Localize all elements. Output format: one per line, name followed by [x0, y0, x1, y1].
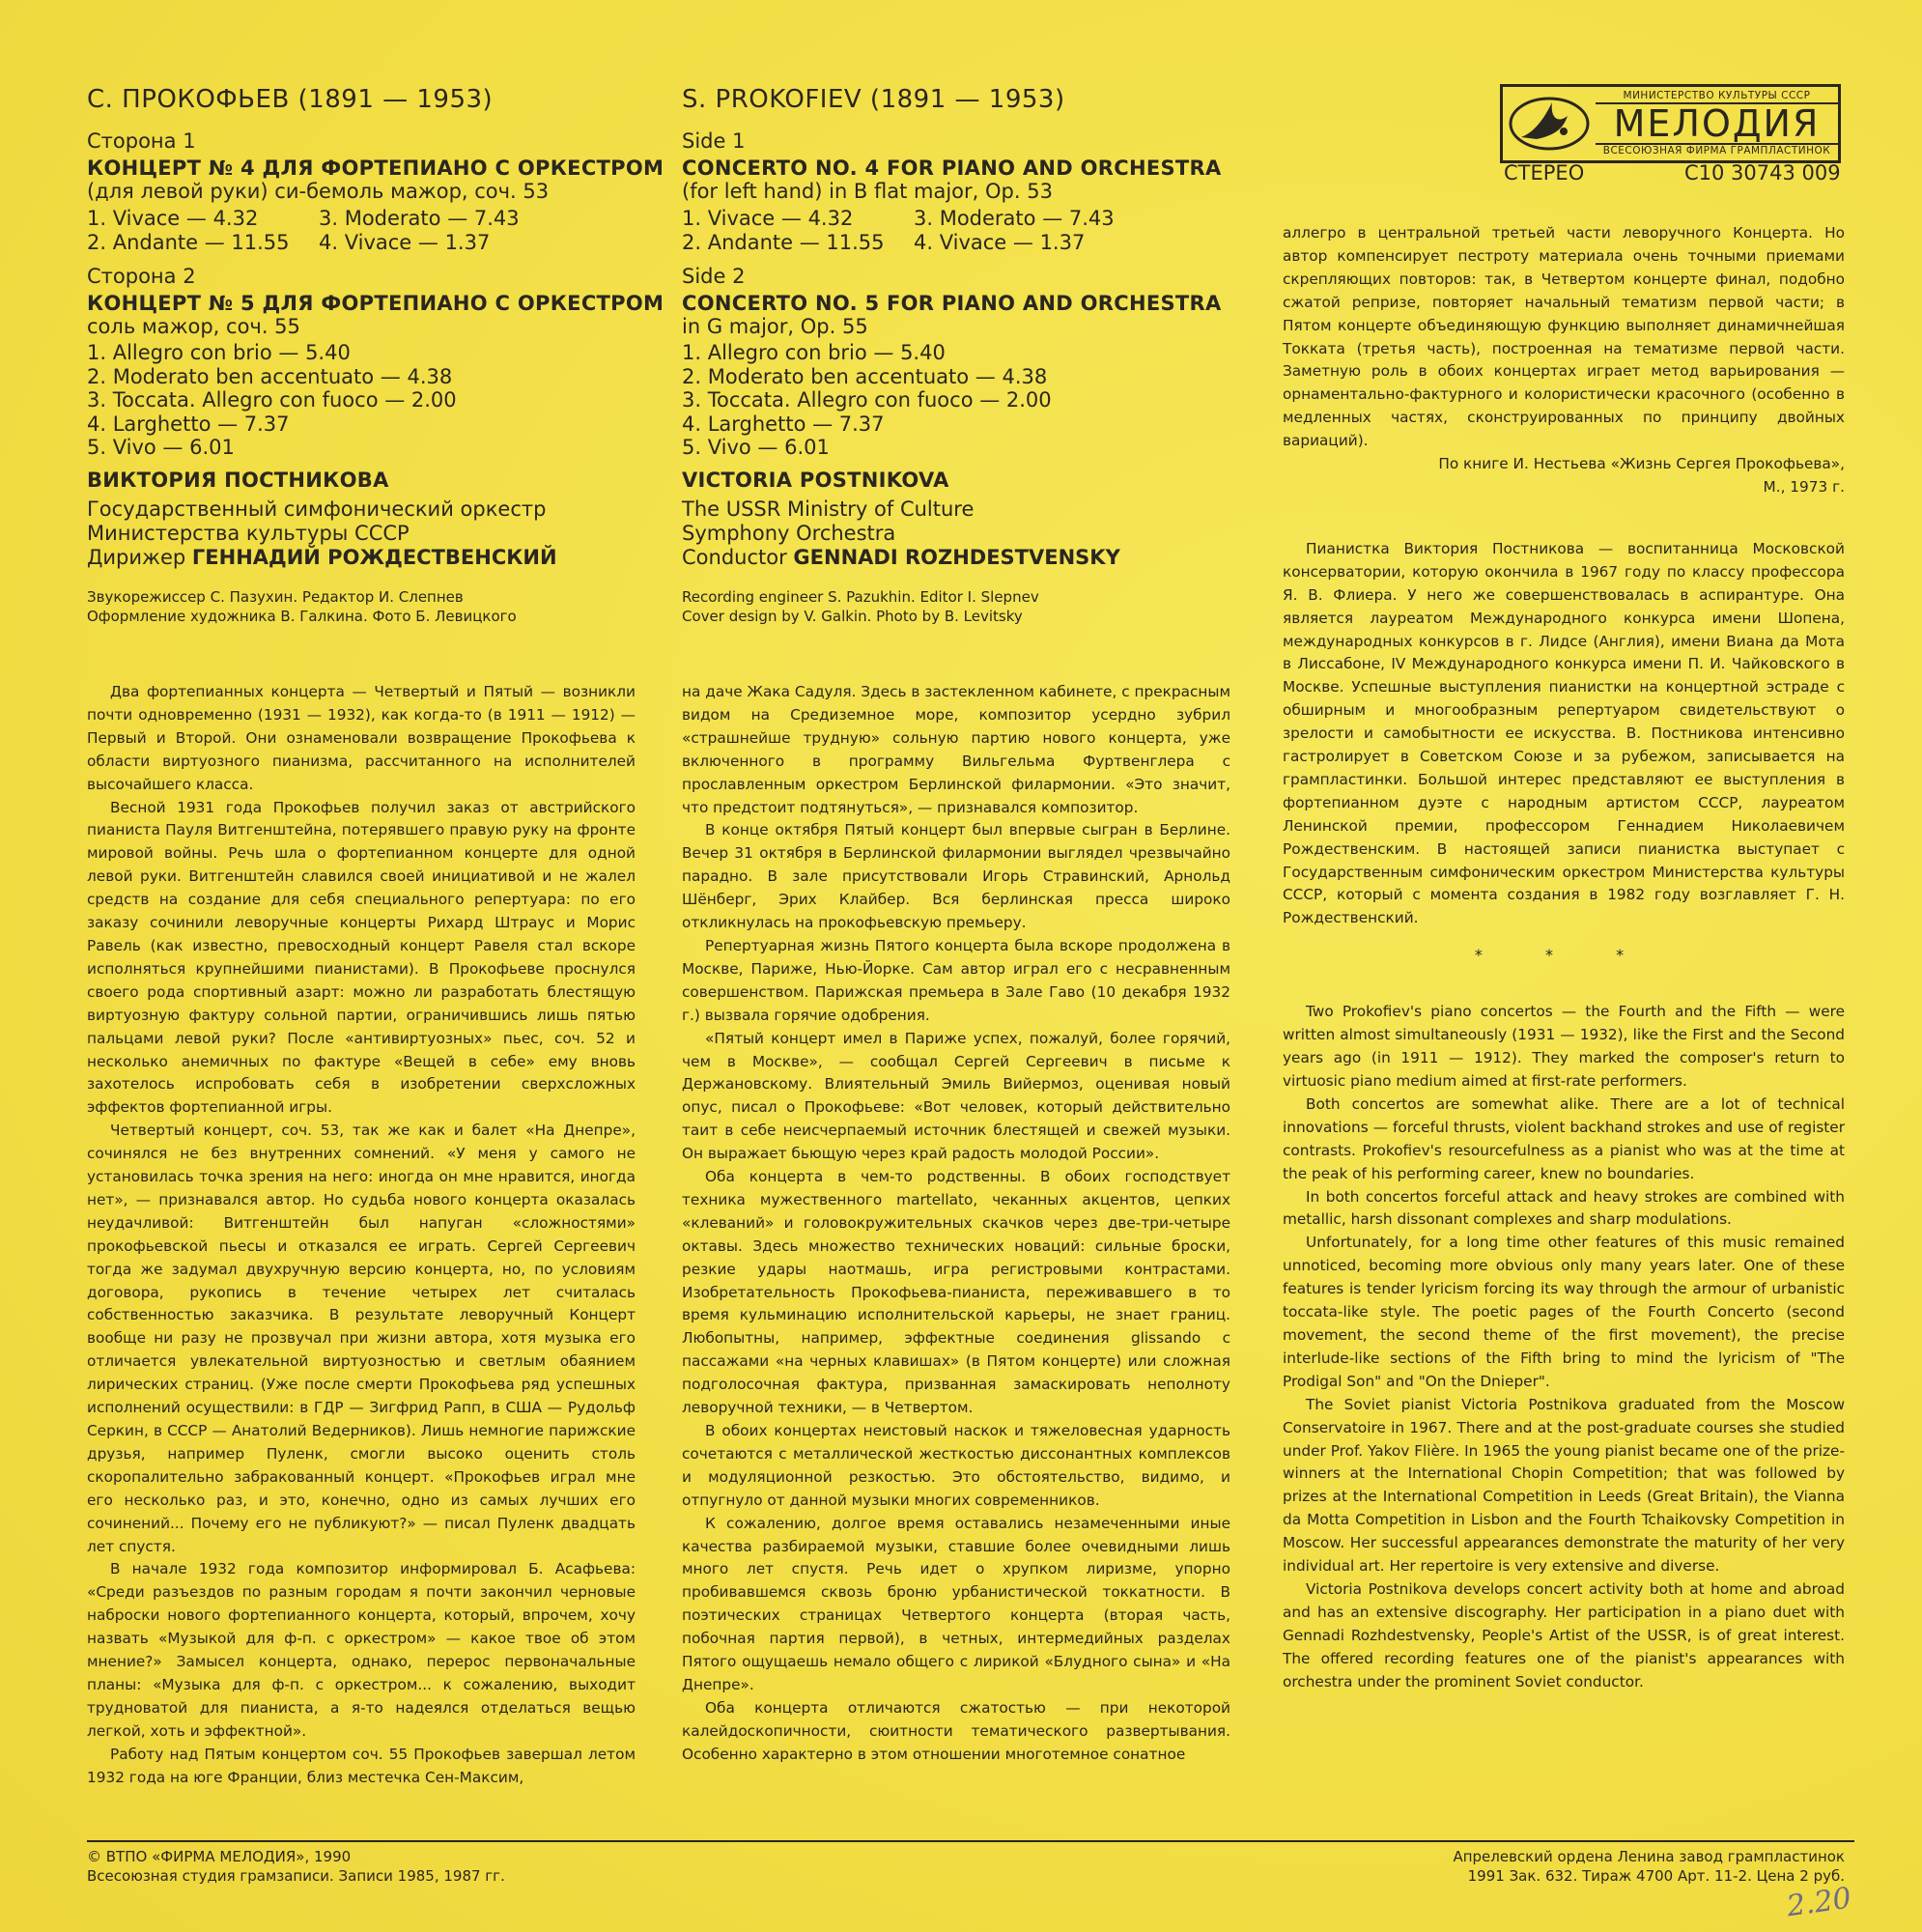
ru-header [87, 85, 664, 626]
en-conductor: GENNADI ROZHDESTVENSKY [793, 545, 1120, 569]
stereo-label: СТЕРЕО [1504, 161, 1585, 185]
en-conductor-line [682, 546, 1222, 570]
track: 3. Moderato — 7.43 [319, 207, 520, 230]
track: 3. Moderato — 7.43 [914, 207, 1115, 230]
footer-studio: Всесоюзная студия грамзаписи. Записи 1985, 1987 гг. [87, 1867, 505, 1885]
footer-factory: Апрелевский ордена Ленина завод грампластинок [1453, 1848, 1845, 1865]
track: 1. Vivace — 4.32 [682, 207, 854, 230]
ru-orchestra-2: Министерства культуры СССР [87, 521, 410, 545]
track: 1. Allegro con brio — 5.40 [682, 341, 946, 364]
paragraph: Четвертый концерт, соч. 53, так же как и балет «На Днепре», сочинялся не без внутренних сомнений. «У меня у самого не установилась точка зрения на него: иногда он мне нравится, иногда нет», — признавался автор. Но судьба нового концерта оказалась неудачливой: Витгенштейн был напуган «сложностями» прокофьевской пьесы и отказался ее играть. Сергей Сергеевич тогда же задумал двухручную версию концерта, но, по условиям договора, рукопись в течение четырех лет считалась собственностью заказчика. В результате леворучный Концерт вообще ни разу не прозвучал при жизни автора, хотя музыка его отличается увлекательной виртуозностью и светлым обаянием лирических страниц. (Уже после смерти Прокофьева ряд успешных исполнений осуществили: в ГДР — Зигфрид Рапп, в США — Рудольф Серкин, в СССР — Анатолий Ведерников). Лишь немногие парижские друзья, например Пуленк, смогли высоко оценить столь скоропалительно забракованный концерт. «Прокофьев играл мне его несколько раз, и это, конечно, одно из самых лучших его сочинений... Почему его не публикуют?» — писал Пуленк двадцать лет спустя. [87, 1122, 636, 1555]
track: 4. Larghetto — 7.37 [87, 412, 290, 436]
en-credits-1: Recording engineer S. Pazukhin. Editor I. Slepnev [682, 587, 1039, 606]
paragraph: Both concertos are somewhat alike. There are a lot of technical innovations — forceful thrusts, violent backhand strokes and use of register contrasts. Prokofiev's resourcefulness as a pianist who was at the time at the peak of his performing career, knew no boundaries. [1283, 1094, 1845, 1182]
track: 1. Vivace — 4.32 [87, 207, 259, 230]
track: 2. Moderato ben accentuato — 4.38 [87, 364, 453, 388]
paragraph: Пианистка Виктория Постникова — воспитанница Московской консерватории, которую окончила в 1967 году по классу профессора Я. В. Флиера. У него же совершенствовалась в аспирантуре. Она является лауреатом Международного конкурса имени Шопена, международных конкурсов в г. Лидсе (Англия), имени Виана да Мота в Лиссабоне, IV Международного конкурса имени П. И. Чайковского в Москве. Успешные выступления пианистки на концертной эстраде с обширным и многообразным репертуаром свидетельствуют о зрелости и самобытности ее искусства. В. Постникова интенсивно гастролирует в Советском Союзе и за рубежом, записывается на грампластинки. Большой интерес представляют ее выступления в фортепианном дуэте с народным артистом СССР, лауреатом Ленинской премии, профессором Геннадием Николаевичем Рождественским. В настоящей записи пианистка выступает с Государственным симфоническим оркестром Министерства культуры СССР, который с момента создания в 1982 году возглавляет Г. Н. Рождественский. [1283, 539, 1845, 927]
footer-print-info: 1991 Зак. 632. Тираж 4700 Арт. 11-2. Цена 2 руб. [1467, 1867, 1845, 1885]
ru-conductor-line [87, 546, 664, 570]
text-column-1 [87, 681, 636, 1790]
track: 2. Moderato ben accentuato — 4.38 [682, 364, 1048, 388]
track: 5. Vivo — 6.01 [87, 436, 235, 459]
track: 3. Toccata. Allegro con fuoco — 2.00 [682, 388, 1052, 412]
paragraph: В начале 1932 года композитор информировал Б. Асафьева: «Среди разъездов по разным городам я почти закончил черновые наброски нового фортепианного концерта, который, впрочем, хочу назвать «Музыкой для ф-п. с оркестром» — какое твое об этом мнение?» Замысел концерта, однако, перерос первоначальные планы: «Музыка для ф-п. с оркестром... к сожалению, выходит трудноватой для пианиста, а я-то надеялся отделаться вещью легкой, хоть и эффектной». [87, 1560, 636, 1740]
paragraph: In both concertos forceful attack and heavy strokes are combined with metallic, harsh dissonant complexes and sharp modulations. [1283, 1187, 1845, 1229]
en-orchestra-2: Symphony Orchestra [682, 521, 896, 545]
paragraph: Два фортепианных концерта — Четвертый и Пятый — возникли почти одновременно (1931 — 1932), как когда-то (в 1911 — 1912) — Первый и Второй. Они ознаменовали возвращение Прокофьева к области виртуозного пианизма, рассчитанного на исполнителей высочайшего класса. [87, 683, 636, 793]
paragraph: The Soviet pianist Victoria Postnikova graduated from the Moscow Conservatoire in 1967. There and at the post-graduate courses she studied under Prof. Yakov Flière. In 1965 the young pianist became one of the prize-winners at the International Chopin Competition; that was followed by prizes at the International Competition in Leeds (Great Britain), the Vianna da Motta Competition in Lisbon and the Fourth Tchaikovsky Competition in Moscow. Her successful appearances demonstrate the maturity of her very individual art. Her repertoire is very extensive and diverse. [1283, 1395, 1845, 1576]
handwritten-price: 2.20 [1784, 1881, 1853, 1924]
en-credits-2: Cover design by V. Galkin. Photo by B. Levitsky [682, 607, 1023, 625]
ru-soloist: ВИКТОРИЯ ПОСТНИКОВА [87, 468, 389, 492]
paragraph: на даче Жака Садуля. Здесь в застекленном кабинете, с прекрасным видом на Средиземное море, композитор усердно зубрил «страшнейше трудную» сольную партию нового концерта, уже включенного в программу Вильгельма Фуртвенглера с прославленным оркестром Берлинской филармонии. «Это значит, что предстоит подтянуться», — признавался композитор. [682, 683, 1230, 816]
paragraph: Работу над Пятым концертом соч. 55 Прокофьев завершал летом 1932 года на юге Франции, близ местечка Сен-Максим, [87, 1745, 636, 1786]
ru-credits-2: Оформление художника В. Галкина. Фото Б. Левицкого [87, 607, 517, 625]
logo-top-text: МИНИСТЕРСТВО КУЛЬТУРЫ СССР [1596, 90, 1838, 104]
logo-bottom-text: ВСЕСОЮЗНАЯ ФИРМА ГРАМПЛАСТИНОК [1596, 143, 1838, 157]
ru-credits-1: Звукорежиссер С. Пазухин. Редактор И. Слепнев [87, 587, 464, 606]
ru-conductor: ГЕННАДИЙ РОЖДЕСТВЕНСКИЙ [191, 545, 557, 569]
track: 1. Allegro con brio — 5.40 [87, 341, 351, 364]
section-divider-stars: * * * [1474, 946, 1653, 965]
text-column-3 [1283, 222, 1845, 1693]
catalog-number: С10 30743 009 [1684, 161, 1841, 185]
track: 5. Vivo — 6.01 [682, 436, 830, 459]
en-composer: S. PROKOFIEV (1891 — 1953) [682, 85, 1065, 114]
en-orchestra-1: The USSR Ministry of Culture [682, 497, 975, 521]
ru-conductor-label: Дирижер [87, 545, 192, 569]
en-concerto5-sub: in G major, Op. 55 [682, 315, 868, 338]
paragraph: Репертуарная жизнь Пятого концерта была вскоре продолжена в Москве, Париже, Нью-Йорке. Сам автор играл его с несравненным совершенством. Парижская премьера в Зале Гаво (10 декабря 1932 г.) вызвала горячие одобрения. [682, 936, 1230, 1024]
en-concerto4-sub: (for left hand) in B flat major, Op. 53 [682, 180, 1053, 203]
track: 2. Andante — 11.55 [682, 231, 885, 254]
ru-c4-tracks [87, 207, 664, 255]
en-c4-tracks [682, 207, 1222, 255]
en-soloist: VICTORIA POSTNIKOVA [682, 468, 949, 492]
paragraph: В обоих концертах неистовый наскок и тяжеловесная ударность сочетаются с металлической жесткостью диссонантных комплексов и модуляционной резкостью. Это обстоятельство, видимо, и отпугнуло от данной музыки многих современников. [682, 1422, 1230, 1509]
en-concerto5-title: CONCERTO NO. 5 FOR PIANO AND ORCHESTRA [682, 292, 1222, 315]
paragraph: аллегро в центральной третьей части леворучного Концерта. Но автор компенсирует пестроту материала очень точными приемами скрепляющих повторов: так, в Четвертом концерте финал, подобно сжатой репризе, повторяет начальный тематизм первой части; в Пятом концерте объединяющую функцию выполняет динамичнейшая Токката (третья часть), построенная на тематизме первой части. Заметную роль в обоих концертах играет метод варьирования — орнаментально-фактурного и колористически красочного (особенно в медленных частях, сконструированных по принципу двойных вариаций). [1283, 224, 1845, 450]
ru-concerto5-sub: соль мажор, соч. 55 [87, 315, 300, 338]
text-column-2 [682, 681, 1230, 1767]
en-conductor-label: Conductor [682, 545, 794, 569]
paragraph: В конце октября Пятый концерт был впервые сыгран в Берлине. Вечер 31 октября в Берлинской филармонии выглядел чрезвычайно парадно. В зале присутствовали Игорь Стравинский, Арнольд Шёнберг, Эрих Клайбер. Вся берлинская пресса широко откликнулась на прокофьевскую премьеру. [682, 821, 1230, 932]
track: 2. Andante — 11.55 [87, 231, 290, 254]
ru-orchestra-1: Государственный симфонический оркестр [87, 497, 547, 521]
melodiya-emblem-icon [1503, 90, 1596, 157]
footer-rule [87, 1840, 1854, 1842]
source-citation: По книге И. Нестьева «Жизнь Сергея Прокофьева», [1438, 455, 1845, 473]
paragraph: Оба концерта в чем-то родственны. В обоих господствует техника мужественного martellato, чеканных акцентов, цепких «клеваний» и головокружительных скачков через две-три-четыре октавы. Здесь множество технических новаций: сильные броски, резкие удары наотмашь, игра регистровыми контрастами. Изобретательность Прокофьева-пианиста, переживавшего в то время кульминацию исполнительской карьеры, не знает границ. Любопытны, например, эффектные соединения glissando с пассажами «на черных клавишах» (в Пятом концерте) или сложная подголосочная фактура, призванная замаскировать неполноту леворучной техники, — в Четвертом. [682, 1168, 1230, 1417]
track: 4. Larghetto — 7.37 [682, 412, 885, 436]
melodiya-wordmark [1596, 90, 1838, 157]
paragraph: Two Prokofiev's piano concertos — the Fourth and the Fifth — were written almost simultaneously (1931 — 1932), like the First and the Second years ago (in 1911 — 1912). They marked the composer's return to virtuosic piano medium aimed at first-rate performers. [1283, 1003, 1845, 1090]
paragraph: «Пятый концерт имел в Париже успех, пожалуй, более горячий, чем в Москве», — сообщал Сергей Сергеевич в письме к Держановскому. Влиятельный Эмиль Вийермоз, оценивая новый опус, писал о Прокофьеве: «Вот человек, который действительно таит в себе неисчерпаемый источник блестящей и свежей музыки. Он выражает бьющую через край радость молодой России». [682, 1029, 1230, 1163]
en-side1: Side 1 [682, 129, 746, 153]
ru-concerto5-title: КОНЦЕРТ № 5 ДЛЯ ФОРТЕПИАНО С ОРКЕСТРОМ [87, 292, 664, 315]
ru-concerto4-title: КОНЦЕРТ № 4 ДЛЯ ФОРТЕПИАНО С ОРКЕСТРОМ [87, 156, 664, 180]
ru-side1: Сторона 1 [87, 129, 196, 153]
paragraph: Unfortunately, for a long time other features of this music remained unnoticed, becoming more obvious only many years later. One of these features is tender lyricism forcing its way through the armour of urbanistic toccata-like style. The poetic pages of the Fourth Concerto (second movement, the second theme of the first movement), the precise interlude-like sections of the Fifth bring to mind the lyricism of "The Prodigal Son" and "On the Dnieper". [1283, 1234, 1845, 1390]
source-citation-year: М., 1973 г. [1763, 477, 1845, 496]
en-header [682, 85, 1222, 626]
track: 4. Vivace — 1.37 [319, 231, 491, 254]
melodiya-logo [1500, 84, 1841, 163]
en-concerto4-title: CONCERTO NO. 4 FOR PIANO AND ORCHESTRA [682, 156, 1222, 180]
paragraph: К сожалению, долгое время оставались незамеченными иные качества разбираемой музыки, ставшие более очевидными лишь много лет спустя. Речь идет о хрупком лиризме, упорно пробивавшемся сквозь броню урбанистической токкатности. В поэтических страницах Четвертого концерта (вторая часть, побочная партия первой), в четных, интермедийных разделах Пятого ощущаешь немало общего с лирикой «Блудного сына» и «На Днепре». [682, 1514, 1230, 1693]
en-c5-tracks [682, 341, 1222, 460]
paragraph: Весной 1931 года Прокофьев получил заказ от австрийского пианиста Пауля Витгенштейна, потерявшего правую руку на фронте мировой войны. Речь шла о фортепианном концерте для одной левой руки. Витгенштейн славился своей инициативой и не жалел средств на создание для себя специального репертуара: по его заказу сочинили леворучные концерты Рихард Штраус и Морис Равель (как известно, превосходный концерт Равеля стал вскоре исполняться крупнейшими пианистами). В Прокофьеве проснулся своего рода спортивный азарт: можно ли разработать блестящую виртуозную фактуру сольной партии, ограничившись лишь пятью пальцами левой руки? После «антивиртуозных» пьес, соч. 52 и несколько анемичных по фактуре «Вещей в себе» ему вновь захотелось испробовать себя в изобретении сверхсложных эффектов фортепианной игры. [87, 798, 636, 1117]
ru-side2: Сторона 2 [87, 265, 196, 288]
ru-concerto4-sub: (для левой руки) си-бемоль мажор, соч. 53 [87, 180, 550, 203]
footer-copyright: © ВТПО «ФИРМА МЕЛОДИЯ», 1990 [87, 1848, 352, 1865]
paragraph: Victoria Postnikova develops concert activity both at home and abroad and has an extensive discography. Her participation in a piano duet with Gennadi Rozhdestvensky, People's Artist of the USSR, is of great interest. The offered recording features one of the pianist's appearances with orchestra under the prominent Soviet conductor. [1283, 1579, 1845, 1690]
ru-c5-tracks [87, 341, 664, 460]
logo-name: МЕЛОДИЯ [1613, 102, 1821, 145]
en-side2: Side 2 [682, 265, 746, 288]
track: 4. Vivace — 1.37 [914, 231, 1086, 254]
ru-composer: С. ПРОКОФЬЕВ (1891 — 1953) [87, 85, 494, 114]
paragraph: Оба концерта отличаются сжатостью — при некоторой калейдоскопичности, сюитности тематического развертывания. Особенно характерно в этом отношении многотемное сонатное [682, 1698, 1230, 1763]
track: 3. Toccata. Allegro con fuoco — 2.00 [87, 388, 457, 412]
